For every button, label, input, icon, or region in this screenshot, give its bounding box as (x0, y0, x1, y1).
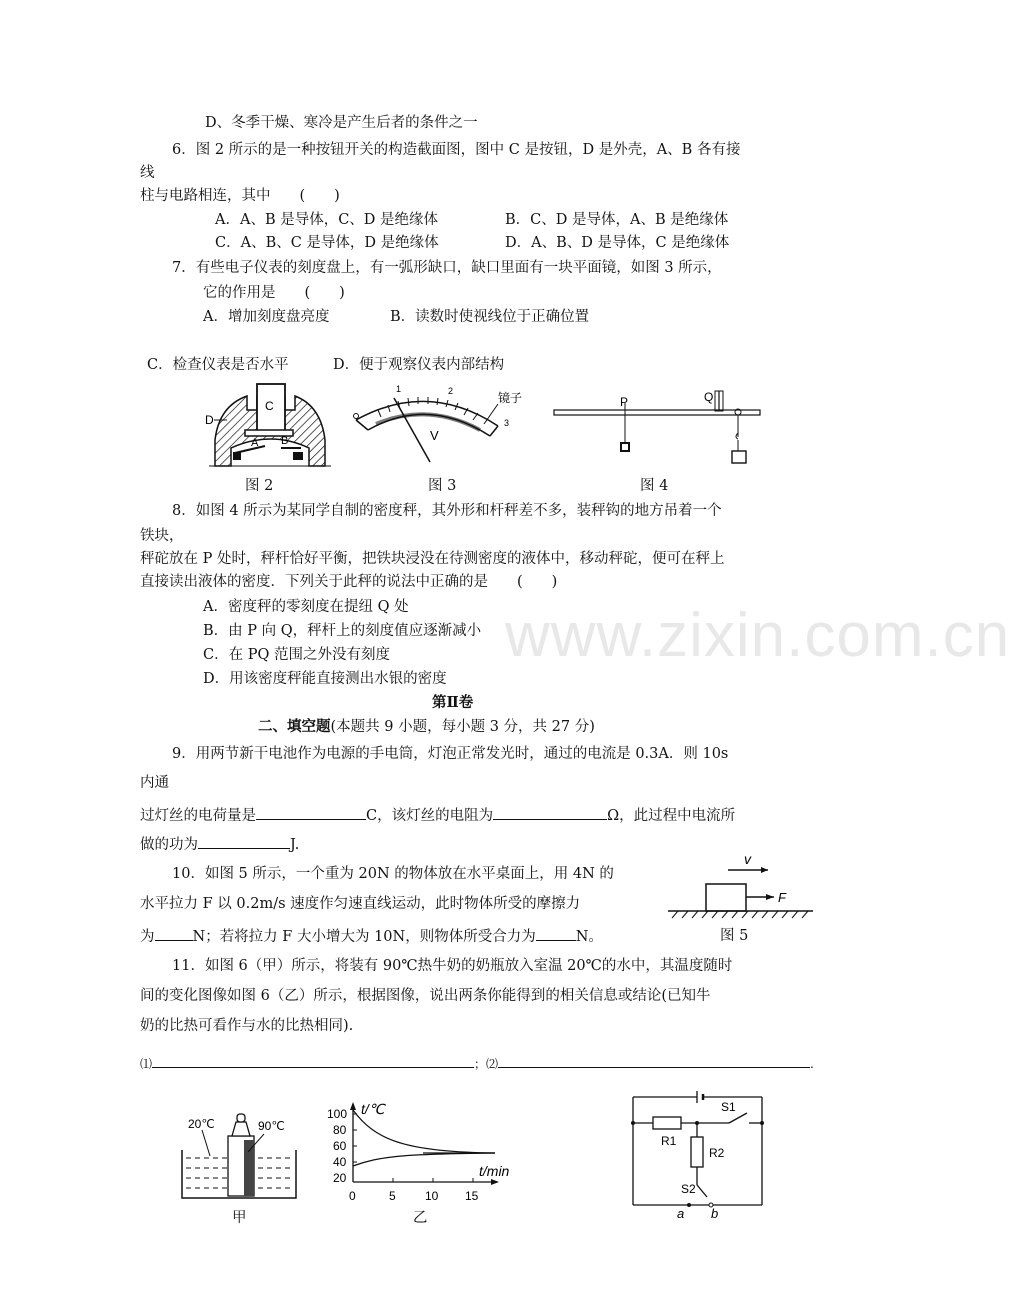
figure-7-circuit (625, 1085, 770, 1220)
q9-line2: 内通 (140, 775, 169, 791)
fig6b-ytick-60: 60 (333, 1139, 347, 1153)
section-title: 二、填空题 (258, 718, 331, 735)
q6-stem-line2: 线 (140, 165, 155, 181)
q8-stem-line4: 直接读出液体的密度．下列关于此秤的说法中正确的是 ( ) (140, 574, 558, 590)
q11-line3: 奶的比热可看作与水的比热相同). (140, 1018, 354, 1034)
fig2-label-a: A (251, 437, 259, 449)
fig6b-xlabel: t/min (479, 1163, 510, 1179)
fig2-label-d: D (205, 413, 214, 427)
q6-option-b: B．C、D 是导体，A、B 是绝缘体 (505, 212, 729, 228)
q9-text-d: 做的功为 (140, 837, 198, 853)
q10-text-b: N；若将拉力 F 大小增大为 10N，则物体所受合力为 (192, 929, 536, 945)
fig4-label-p: P (620, 395, 629, 409)
figure-6a-caption: 甲 (232, 1210, 247, 1226)
fig5-label-f: F (778, 890, 786, 905)
figure-4-density-balance (552, 385, 762, 467)
fig3-label-3: 3 (504, 418, 510, 428)
fig6a-label-20c: 20℃ (188, 1117, 215, 1131)
fig6b-ylabel: t/℃ (361, 1101, 385, 1117)
figure-6a-milk-bottle (178, 1110, 300, 1202)
q8-stem-line1: 8．如图 4 所示为某同学自制的密度秤，其外形和杆秤差不多，装秤钩的地方吊着一个 (172, 503, 722, 519)
q10-text-c: N。 (575, 929, 603, 945)
q7-option-d: D．便于观察仪表内部结构 (333, 357, 505, 373)
q11-blank-2[interactable] (498, 1056, 810, 1068)
figure-4-caption: 图 4 (640, 478, 669, 494)
q7-option-a: A．增加刻度盘亮度 (203, 309, 330, 325)
figure-6b-caption: 乙 (413, 1210, 428, 1226)
q9-blank-charge[interactable] (256, 805, 366, 820)
fig7-label-r1: R1 (661, 1134, 677, 1148)
q6-stem-line3: 柱与电路相连，其中 ( ) (140, 188, 340, 204)
figure-5-caption: 图 5 (720, 928, 749, 944)
fig3-label-mirror: 镜子 (498, 391, 523, 405)
fig4-label-q: Q (704, 390, 714, 404)
q10-blank-friction[interactable] (155, 926, 193, 941)
fig3-label-1: 1 (396, 384, 402, 394)
figure-2-button-switch (205, 378, 335, 470)
fig6b-ytick-20: 20 (333, 1171, 347, 1185)
q9-blank-resistance[interactable] (493, 805, 607, 820)
q5-option-d: D、冬季干燥、寒冷是产生后者的条件之一 (205, 115, 478, 131)
q10-blank-net-force[interactable] (536, 926, 576, 941)
fig6b-xtick-10: 10 (425, 1189, 439, 1203)
fig3-label-2: 2 (448, 386, 454, 396)
fig6a-label-90c: 90℃ (258, 1119, 285, 1133)
watermark: www.zixin.com.cn (505, 601, 1010, 670)
q11-separator: ；⑵ (474, 1057, 499, 1071)
section-note: (本题共 9 小题，每小题 3 分，共 27 分) (330, 719, 595, 735)
fig7-label-s2: S2 (681, 1182, 696, 1196)
q7-stem-line2: 它的作用是 ( ) (203, 285, 345, 301)
fig7-label-b: b (711, 1206, 719, 1221)
fig6b-xtick-0: 0 (349, 1189, 356, 1203)
fig6b-ytick-80: 80 (333, 1123, 347, 1137)
q10-line2: 水平拉力 F 以 0.2m/s 速度作匀速直线运动，此时物体所受的摩擦力 (140, 896, 581, 912)
q9-text-e: J. (290, 837, 300, 853)
q8-option-b: B．由 P 向 Q，秤杆上的刻度值应逐渐减小 (203, 623, 482, 639)
q6-stem-line1: 6．图 2 所示的是一种按钮开关的构造截面图，图中 C 是按钮，D 是外壳，A、B 各有接 (172, 142, 741, 158)
fig2-label-c: C (265, 399, 274, 413)
fig6b-xtick-5: 5 (389, 1189, 396, 1203)
q10-text-a: 为 (140, 929, 155, 945)
fig5-label-v: v (744, 851, 751, 867)
q7-option-b: B．读数时使视线位于正确位置 (390, 309, 590, 325)
q9-text-c: Ω，此过程中电流所 (607, 808, 736, 824)
q8-option-c: C．在 PQ 范围之外没有刻度 (203, 647, 390, 663)
q6-option-d: D．A、B、D 是导体，C 是绝缘体 (505, 235, 730, 251)
q6-option-a: A．A、B 是导体，C、D 是绝缘体 (215, 212, 439, 228)
q7-stem-line1: 7．有些电子仪表的刻度盘上，有一弧形缺口，缺口里面有一块平面镜，如图 3 所示， (172, 260, 722, 276)
q11-blank1-label: ⑴ (140, 1057, 153, 1071)
q11-line2: 间的变化图像如图 6（乙）所示，根据图像，说出两条你能得到的相关信息或结论(已知牛 (140, 988, 711, 1004)
q8-stem-line2: 铁块， (140, 528, 184, 544)
q8-stem-line3: 秤砣放在 P 处时，秤杆恰好平衡，把铁块浸没在待测密度的液体中，移动秤砣，便可在秤上 (140, 551, 725, 567)
fig7-label-r2: R2 (709, 1146, 725, 1160)
fig2-label-b: B (281, 435, 289, 447)
q9-text-a: 过灯丝的电荷量是 (140, 808, 256, 824)
q10-line1: 10．如图 5 所示，一个重为 20N 的物体放在水平桌面上，用 4N 的 (172, 866, 614, 882)
q9-text-b: C，该灯丝的电阻为 (366, 808, 494, 824)
fig3-label-v: V (430, 428, 439, 443)
q6-option-c: C．A、B、C 是导体，D 是绝缘体 (215, 235, 439, 251)
fig6b-ytick-100: 100 (327, 1107, 348, 1121)
part2-title: 第Ⅱ卷 (432, 694, 474, 711)
fig7-label-a: a (677, 1206, 685, 1221)
q8-option-d: D．用该密度秤能直接测出水银的密度 (203, 671, 447, 687)
fig6b-xtick-15: 15 (465, 1189, 479, 1203)
q7-option-c: C．检查仪表是否水平 (147, 357, 289, 373)
figure-2-caption: 图 2 (245, 478, 274, 494)
q9-line1: 9．用两节新干电池作为电源的手电筒，灯泡正常发光时，通过的电流是 0.3A．则 10s (172, 746, 729, 762)
q8-option-a: A．密度秤的零刻度在提纽 Q 处 (203, 599, 409, 615)
figure-3-caption: 图 3 (428, 478, 457, 494)
fig7-label-s1: S1 (721, 1100, 736, 1114)
q9-blank-work[interactable] (198, 834, 290, 849)
q11-line1: 11．如图 6（甲）所示，将装有 90℃热牛奶的奶瓶放入室温 20℃的水中，其温度随时 (172, 958, 733, 974)
figure-3-meter (348, 380, 528, 468)
figure-6b-temperature-graph (325, 1098, 525, 1218)
figure-5-block-on-table (668, 848, 813, 920)
q11-end: . (810, 1057, 814, 1071)
fig6b-ytick-40: 40 (333, 1155, 347, 1169)
q11-blank-1[interactable] (152, 1056, 474, 1068)
